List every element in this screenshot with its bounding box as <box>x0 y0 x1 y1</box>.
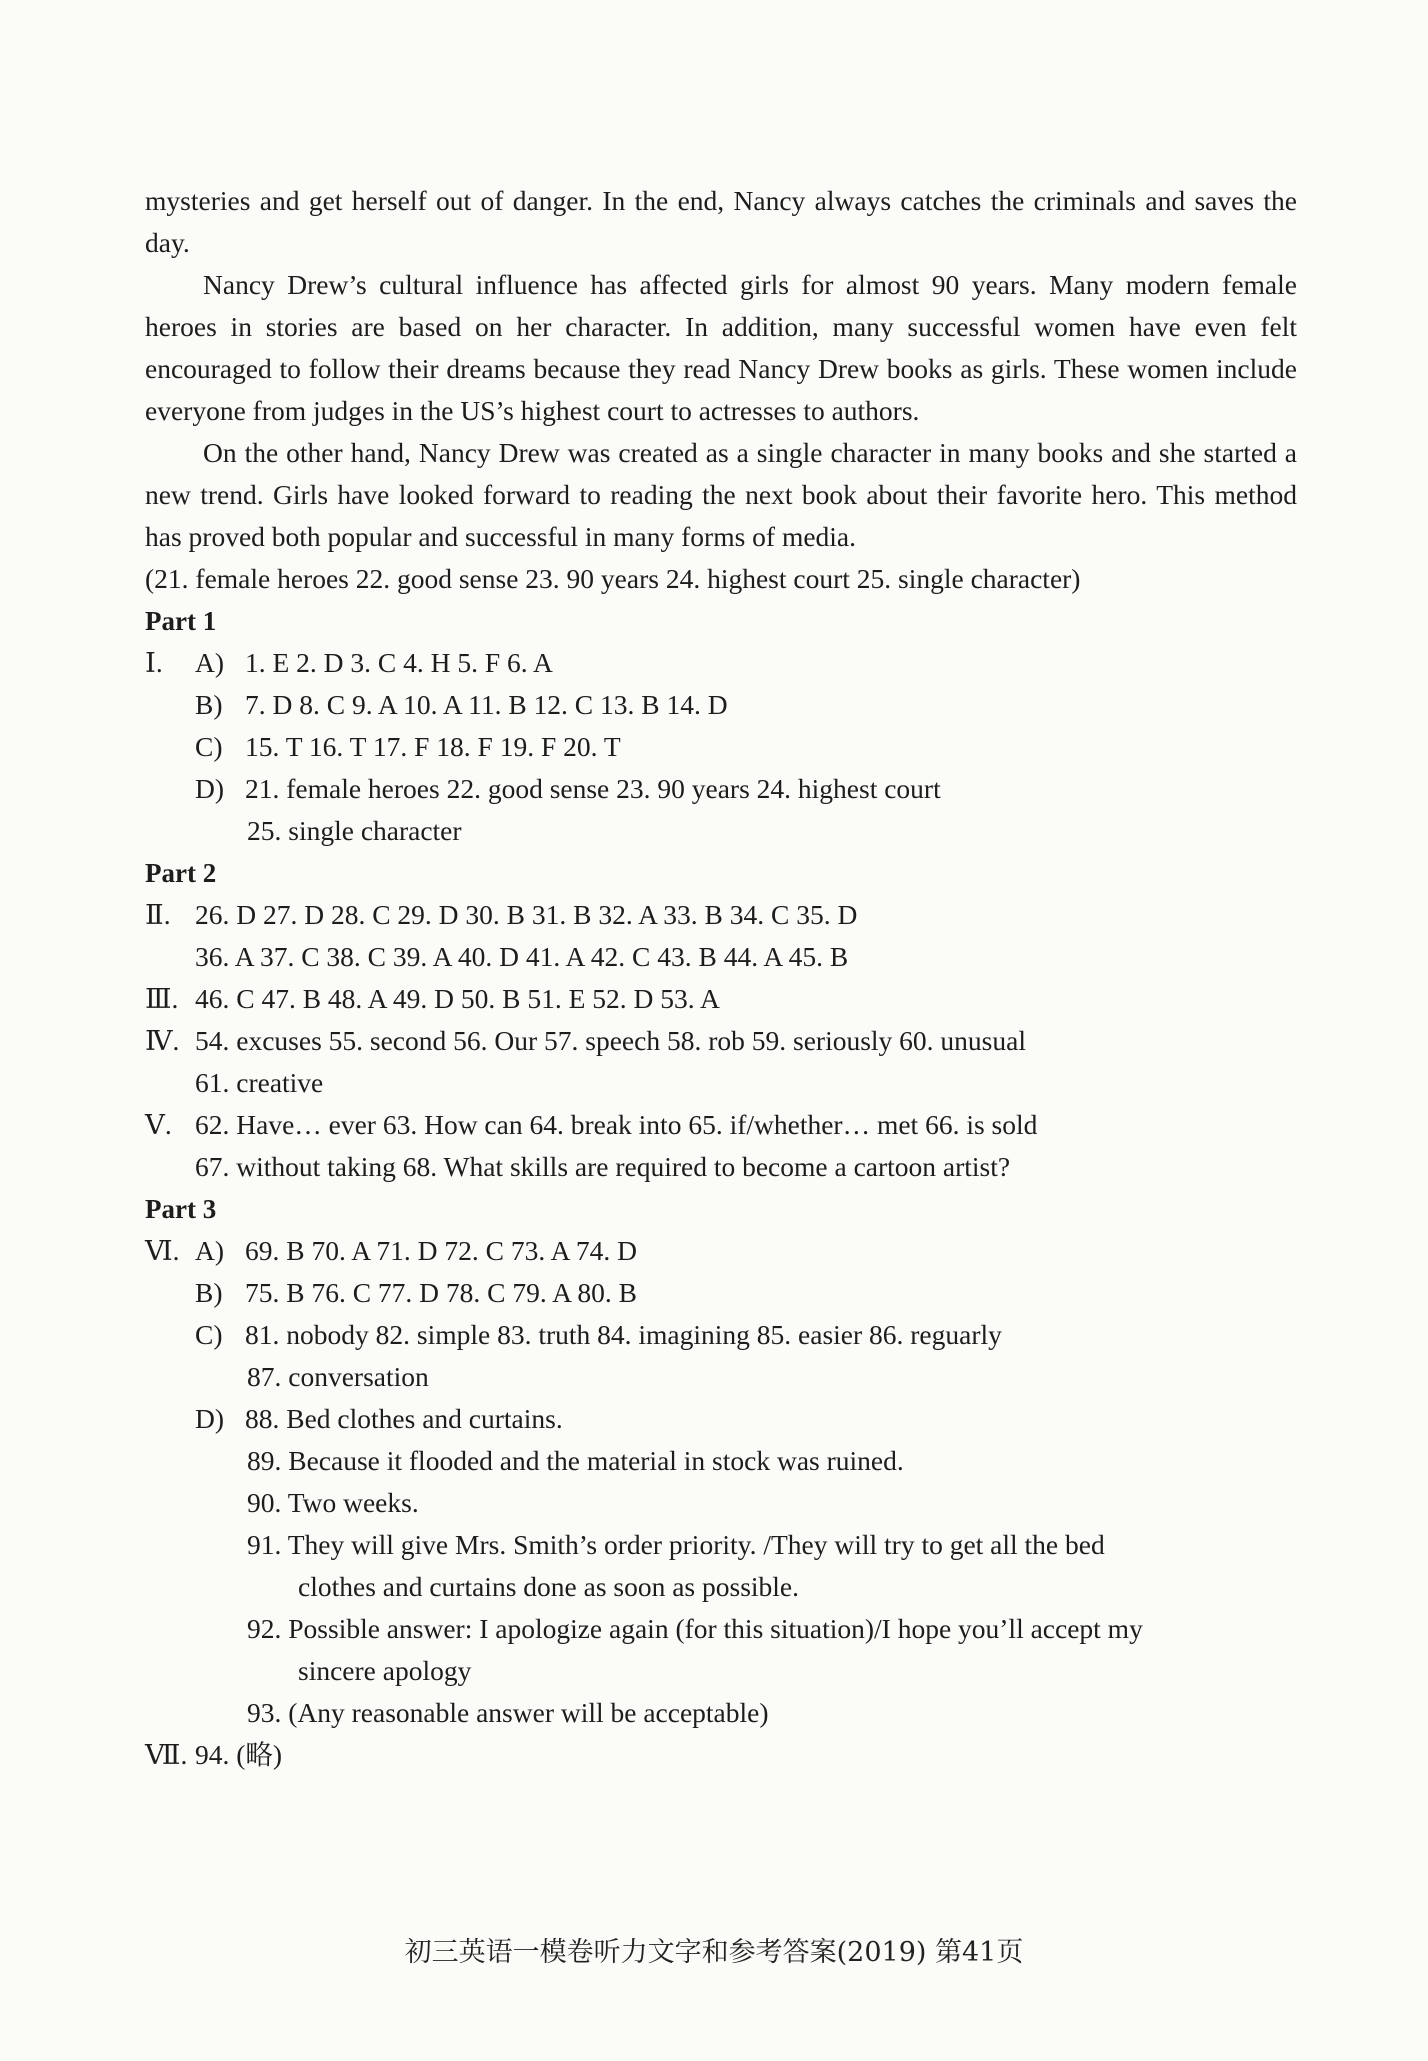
answer-91-line-2: clothes and curtains done as soon as possible. <box>298 1571 800 1602</box>
section-label-vi-d: D) <box>195 1403 225 1434</box>
part-1-row-c <box>145 726 1297 768</box>
answers-iv-2: 61. creative <box>195 1067 324 1098</box>
answers-ii-2: 36. A 37. C 38. C 39. A 40. D 41. A 42. C 43. B 44. A 45. B <box>195 941 849 972</box>
part-1-row-d2 <box>145 810 1297 852</box>
part-2-title: Part 2 <box>145 858 217 888</box>
part-1-row-a <box>145 642 1297 684</box>
part-3-row-92a <box>145 1608 1297 1650</box>
part-3-row-92b <box>145 1650 1297 1692</box>
roman-numeral-4: Ⅳ. <box>145 1025 180 1056</box>
answer-92-line-2: sincere apology <box>298 1655 472 1686</box>
roman-numeral-2: Ⅱ. <box>145 899 171 930</box>
answer-93: 93. (Any reasonable answer will be acceptable) <box>247 1697 769 1728</box>
part-2-row-iv-1 <box>145 1020 1297 1062</box>
answer-92-line-1: 92. Possible answer: I apologize again (for this situation)/I hope you’ll accept my <box>247 1613 1143 1644</box>
answers-a: 1. E 2. D 3. C 4. H 5. F 6. A <box>245 647 553 678</box>
answers-v-2: 67. without taking 68. What skills are required to become a cartoon artist? <box>195 1151 1011 1182</box>
roman-numeral-3: Ⅲ. <box>145 983 179 1014</box>
part-3-row-d <box>145 1398 1297 1440</box>
passage-paragraph-2: Nancy Drew’s cultural influence has affected girls for almost 90 years. Many modern female heroes in stories are based on her character. In addition, many successful women have even felt encouraged to follow their dreams because they read Nancy Drew books as girls. These women include everyone from judges in the US’s highest court to actresses to authors. <box>145 269 1297 426</box>
answer-94: 94. (略) <box>195 1739 283 1770</box>
roman-numeral-5: Ⅴ. <box>145 1109 172 1140</box>
section-label-vi-c: C) <box>195 1319 223 1350</box>
answers-d-1: 21. female heroes 22. good sense 23. 90 years 24. highest court <box>245 773 941 804</box>
part-1-row-d <box>145 768 1297 810</box>
part-3-row-90 <box>145 1482 1297 1524</box>
answer-91-line-1: 91. They will give Mrs. Smith’s order priority. /They will try to get all the bed <box>247 1529 1105 1560</box>
answer-90: 90. Two weeks. <box>247 1487 419 1518</box>
part-3-row-93 <box>145 1692 1297 1734</box>
section-label-b: B) <box>195 689 223 720</box>
part-3-row-89 <box>145 1440 1297 1482</box>
part-2-row-iii <box>145 978 1297 1020</box>
answers-vi-b: 75. B 76. C 77. D 78. C 79. A 80. B <box>245 1277 637 1308</box>
roman-numeral-7: Ⅶ. <box>145 1739 188 1770</box>
part-1-title: Part 1 <box>145 606 217 636</box>
part-2-row-v-2 <box>145 1146 1297 1188</box>
passage-paragraph-1: mysteries and get herself out of danger. In the end, Nancy always catches the criminals and saves the day. <box>145 185 1297 258</box>
part-3-row-b <box>145 1272 1297 1314</box>
answers-vi-c-2: 87. conversation <box>247 1361 429 1392</box>
part-2-row-ii-1 <box>145 894 1297 936</box>
answers-ii-1: 26. D 27. D 28. C 29. D 30. B 31. B 32. A 33. B 34. C 35. D <box>195 899 858 930</box>
content-body <box>145 180 1297 1776</box>
part-1-row-b <box>145 684 1297 726</box>
section-label-a: A) <box>195 647 225 678</box>
part-3-row-c <box>145 1314 1297 1356</box>
part-3-title: Part 3 <box>145 1194 217 1224</box>
part-2-row-iv-2 <box>145 1062 1297 1104</box>
passage-paragraph-3: On the other hand, Nancy Drew was created as a single character in many books and she started a new trend. Girls have looked forward to reading the next book about their favorite hero. This method has proved both popular and successful in many forms of media. <box>145 437 1297 552</box>
answers-d-2: 25. single character <box>247 815 462 846</box>
part-3-row-a <box>145 1230 1297 1272</box>
roman-numeral-6: Ⅵ. <box>145 1235 180 1266</box>
answers-iii: 46. C 47. B 48. A 49. D 50. B 51. E 52. D 53. A <box>195 983 720 1014</box>
answers-iv-1: 54. excuses 55. second 56. Our 57. speech 58. rob 59. seriously 60. unusual <box>195 1025 1026 1056</box>
answers-c: 15. T 16. T 17. F 18. F 19. F 20. T <box>245 731 621 762</box>
passage-answers: (21. female heroes 22. good sense 23. 90 years 24. highest court 25. single character) <box>145 563 1081 594</box>
answers-vi-c-1: 81. nobody 82. simple 83. truth 84. imagining 85. easier 86. reguarly <box>245 1319 1002 1350</box>
answers-v-1: 62. Have… ever 63. How can 64. break into 65. if/whether… met 66. is sold <box>195 1109 1038 1140</box>
part-3-row-91b <box>145 1566 1297 1608</box>
answers-b: 7. D 8. C 9. A 10. A 11. B 12. C 13. B 14. D <box>245 689 728 720</box>
section-label-vi-b: B) <box>195 1277 223 1308</box>
section-label-d: D) <box>195 773 225 804</box>
answer-89: 89. Because it flooded and the material in stock was ruined. <box>247 1445 904 1476</box>
page-footer: 初三英语一模卷听力文字和参考答案(2019) 第41页 <box>404 1937 1024 1968</box>
part-2-row-ii-2 <box>145 936 1297 978</box>
answers-vi-a: 69. B 70. A 71. D 72. C 73. A 74. D <box>245 1235 637 1266</box>
section-label-vi-a: A) <box>195 1235 225 1266</box>
part-2-row-v-1 <box>145 1104 1297 1146</box>
part-3-row-c2 <box>145 1356 1297 1398</box>
roman-numeral-1: Ⅰ. <box>145 647 163 678</box>
part-3-row-vii <box>145 1734 1297 1776</box>
section-label-c: C) <box>195 731 223 762</box>
answer-88: 88. Bed clothes and curtains. <box>245 1403 563 1434</box>
part-3-row-91a <box>145 1524 1297 1566</box>
